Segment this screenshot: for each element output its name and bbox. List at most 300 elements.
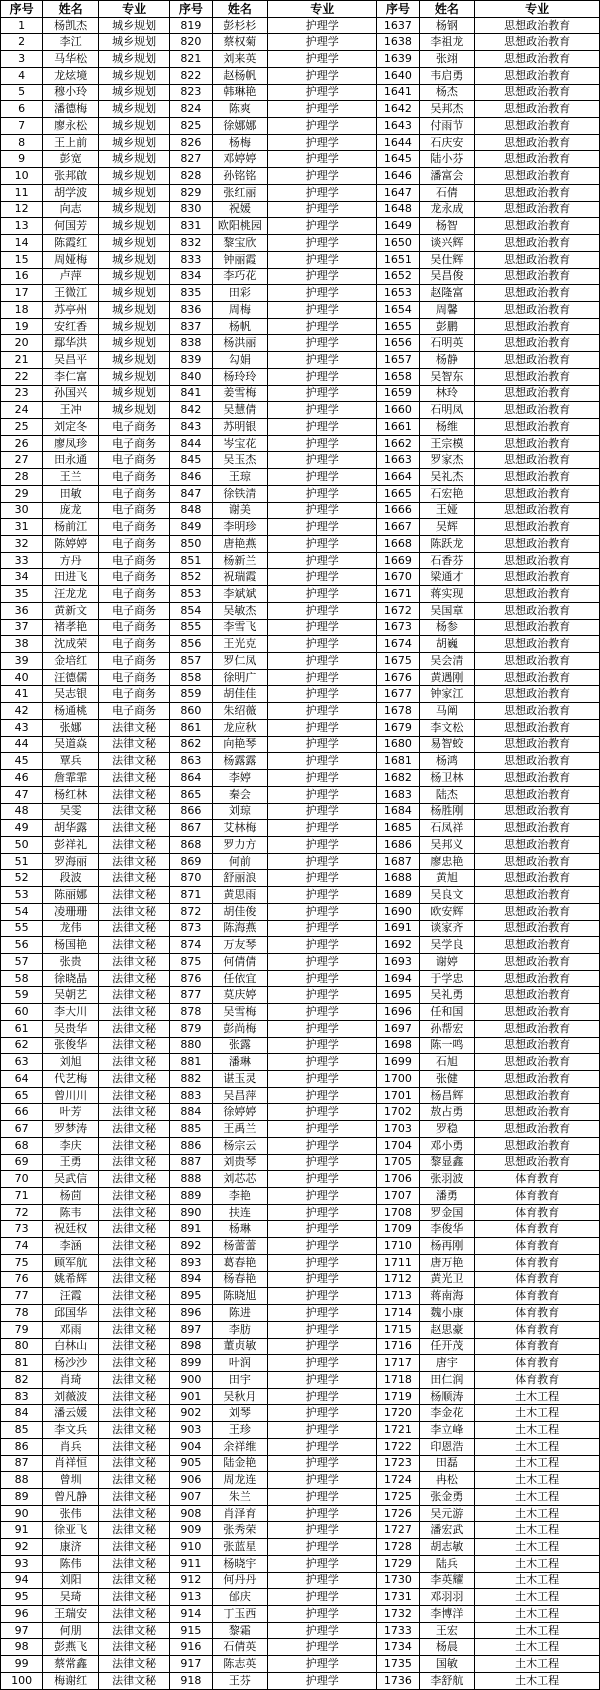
seq-cell: 1719 (377, 1388, 419, 1405)
name-cell: 肖祥恒 (43, 1455, 99, 1472)
name-cell: 康济 (43, 1539, 99, 1556)
major-cell: 法律文秘 (98, 1305, 169, 1322)
table-row (1, 870, 600, 887)
seq-cell: 851 (170, 552, 212, 569)
table-row (1, 201, 600, 218)
table-row (1, 184, 600, 201)
seq-cell: 840 (170, 368, 212, 385)
name-cell: 吴朝艺 (43, 987, 99, 1004)
name-cell: 廖忠艳 (419, 853, 475, 870)
major-cell: 思想政治教育 (475, 101, 600, 118)
major-cell: 思想政治教育 (475, 853, 600, 870)
major-cell: 法律文秘 (98, 1054, 169, 1071)
seq-cell: 887 (170, 1154, 212, 1171)
name-cell: 杨琳 (212, 1221, 268, 1238)
name-cell: 杨沙沙 (43, 1355, 99, 1372)
seq-cell: 903 (170, 1422, 212, 1439)
major-cell: 思想政治教育 (475, 118, 600, 135)
name-cell: 廖凤珍 (43, 435, 99, 452)
table-row (1, 786, 600, 803)
seq-cell: 1671 (377, 586, 419, 603)
major-cell: 护理学 (268, 1622, 377, 1639)
seq-cell: 819 (170, 17, 212, 34)
major-cell: 法律文秘 (98, 1388, 169, 1405)
table-row (1, 569, 600, 586)
major-cell: 思想政治教育 (475, 1020, 600, 1037)
major-cell: 思想政治教育 (475, 653, 600, 670)
seq-cell: 92 (1, 1539, 43, 1556)
name-cell: 吴志银 (43, 686, 99, 703)
seq-cell: 1661 (377, 418, 419, 435)
major-cell: 护理学 (268, 1388, 377, 1405)
seq-cell: 1660 (377, 402, 419, 419)
name-cell: 欧安辉 (419, 903, 475, 920)
table-row (1, 84, 600, 101)
name-cell: 吴秋月 (212, 1388, 268, 1405)
seq-cell: 833 (170, 251, 212, 268)
name-cell: 张秀荣 (212, 1522, 268, 1539)
seq-cell: 824 (170, 101, 212, 118)
name-cell: 张伟 (43, 1505, 99, 1522)
major-cell: 土木工程 (475, 1472, 600, 1489)
major-cell: 思想政治教育 (475, 251, 600, 268)
seq-cell: 904 (170, 1438, 212, 1455)
name-cell: 徐明广 (212, 669, 268, 686)
table-row (1, 352, 600, 369)
seq-cell: 85 (1, 1422, 43, 1439)
name-cell: 陈婷婷 (43, 536, 99, 553)
major-cell: 体育教育 (475, 1321, 600, 1338)
name-cell: 丁玉西 (212, 1606, 268, 1623)
name-cell: 杨静 (419, 352, 475, 369)
name-cell: 朱绍薇 (212, 703, 268, 720)
major-cell: 思想政治教育 (475, 485, 600, 502)
major-cell: 护理学 (268, 1371, 377, 1388)
name-cell: 王娅 (419, 502, 475, 519)
table-row (1, 1188, 600, 1205)
major-cell: 护理学 (268, 1539, 377, 1556)
major-cell: 城乡规划 (98, 335, 169, 352)
name-cell: 吴雪梅 (212, 1004, 268, 1021)
table-row (1, 669, 600, 686)
name-cell: 于学忠 (419, 970, 475, 987)
major-cell: 土木工程 (475, 1388, 600, 1405)
name-cell: 扶连 (212, 1204, 268, 1221)
seq-cell: 1651 (377, 251, 419, 268)
major-cell: 电子商务 (98, 669, 169, 686)
major-cell: 城乡规划 (98, 402, 169, 419)
seq-cell: 13 (1, 218, 43, 235)
name-cell: 杨洪丽 (212, 335, 268, 352)
name-cell: 张露 (212, 1037, 268, 1054)
major-cell: 护理学 (268, 1422, 377, 1439)
major-cell: 法律文秘 (98, 953, 169, 970)
seq-cell: 1653 (377, 285, 419, 302)
major-cell: 护理学 (268, 1071, 377, 1088)
major-cell: 土木工程 (475, 1422, 600, 1439)
seq-cell: 1641 (377, 84, 419, 101)
major-cell: 体育教育 (475, 1271, 600, 1288)
name-cell: 黎显鑫 (419, 1154, 475, 1171)
table-row (1, 1438, 600, 1455)
seq-cell: 1734 (377, 1639, 419, 1656)
name-cell: 段波 (43, 870, 99, 887)
seq-cell: 89 (1, 1488, 43, 1505)
major-cell: 护理学 (268, 385, 377, 402)
seq-cell: 1722 (377, 1438, 419, 1455)
major-cell: 土木工程 (475, 1656, 600, 1673)
name-cell: 陆兵 (419, 1555, 475, 1572)
name-cell: 冉松 (419, 1472, 475, 1489)
seq-cell: 1735 (377, 1656, 419, 1673)
major-cell: 思想政治教育 (475, 1037, 600, 1054)
seq-cell: 30 (1, 502, 43, 519)
table-row (1, 251, 600, 268)
seq-cell: 62 (1, 1037, 43, 1054)
major-cell: 护理学 (268, 920, 377, 937)
seq-cell: 73 (1, 1221, 43, 1238)
table-row (1, 1020, 600, 1037)
major-cell: 护理学 (268, 820, 377, 837)
seq-cell: 830 (170, 201, 212, 218)
seq-cell: 891 (170, 1221, 212, 1238)
table-row (1, 920, 600, 937)
seq-cell: 1681 (377, 753, 419, 770)
major-cell: 护理学 (268, 1188, 377, 1205)
name-cell: 吴仕辉 (419, 251, 475, 268)
table-row (1, 1488, 600, 1505)
name-cell: 杨前江 (43, 519, 99, 536)
major-cell: 思想政治教育 (475, 34, 600, 51)
name-cell: 吴智东 (419, 368, 475, 385)
name-cell: 刘贵琴 (212, 1154, 268, 1171)
table-row (1, 469, 600, 486)
name-cell: 韦启勇 (419, 67, 475, 84)
seq-cell: 1687 (377, 853, 419, 870)
seq-cell: 76 (1, 1271, 43, 1288)
major-cell: 体育教育 (475, 1204, 600, 1221)
name-cell: 付雨节 (419, 118, 475, 135)
name-cell: 黄思雨 (212, 887, 268, 904)
name-cell: 万友琴 (212, 937, 268, 954)
seq-cell: 866 (170, 803, 212, 820)
seq-cell: 1690 (377, 903, 419, 920)
name-cell: 陈爽 (212, 101, 268, 118)
table-row (1, 636, 600, 653)
major-cell: 护理学 (268, 485, 377, 502)
seq-cell: 74 (1, 1238, 43, 1255)
major-cell: 城乡规划 (98, 134, 169, 151)
name-cell: 王勇 (43, 1154, 99, 1171)
name-cell: 杨蕾蕾 (212, 1238, 268, 1255)
major-cell: 护理学 (268, 184, 377, 201)
name-cell: 吴礼勇 (419, 987, 475, 1004)
name-cell: 王冲 (43, 402, 99, 419)
major-cell: 护理学 (268, 1054, 377, 1071)
seq-cell: 1692 (377, 937, 419, 954)
name-cell: 杨晨 (419, 1639, 475, 1656)
major-cell: 土木工程 (475, 1405, 600, 1422)
name-cell: 张翊 (419, 51, 475, 68)
major-cell: 法律文秘 (98, 1338, 169, 1355)
name-cell: 国敏 (419, 1656, 475, 1673)
major-cell: 法律文秘 (98, 1405, 169, 1422)
seq-cell: 79 (1, 1321, 43, 1338)
major-cell: 土木工程 (475, 1555, 600, 1572)
name-cell: 罗金国 (419, 1204, 475, 1221)
name-cell: 张俊华 (43, 1037, 99, 1054)
seq-cell: 1698 (377, 1037, 419, 1054)
major-cell: 思想政治教育 (475, 1104, 600, 1121)
name-cell: 杨通桃 (43, 703, 99, 720)
seq-cell: 28 (1, 469, 43, 486)
name-cell: 石旭 (419, 1054, 475, 1071)
major-cell: 思想政治教育 (475, 352, 600, 369)
major-cell: 思想政治教育 (475, 536, 600, 553)
major-cell: 法律文秘 (98, 1422, 169, 1439)
seq-cell: 898 (170, 1338, 212, 1355)
name-cell: 孙国兴 (43, 385, 99, 402)
table-row (1, 67, 600, 84)
seq-cell: 10 (1, 168, 43, 185)
name-cell: 罗稳 (419, 1121, 475, 1138)
major-cell: 思想政治教育 (475, 218, 600, 235)
header-major-3: 专业 (475, 1, 600, 18)
name-cell: 邓雨 (43, 1321, 99, 1338)
seq-cell: 11 (1, 184, 43, 201)
header-name-1: 姓名 (43, 1, 99, 18)
table-row (1, 719, 600, 736)
seq-cell: 878 (170, 1004, 212, 1021)
name-cell: 何丹丹 (212, 1572, 268, 1589)
seq-cell: 856 (170, 636, 212, 653)
major-cell: 城乡规划 (98, 151, 169, 168)
seq-cell: 820 (170, 34, 212, 51)
seq-cell: 879 (170, 1020, 212, 1037)
seq-cell: 1683 (377, 786, 419, 803)
name-cell: 王禹兰 (212, 1121, 268, 1138)
name-cell: 汪龙龙 (43, 586, 99, 603)
major-cell: 法律文秘 (98, 1104, 169, 1121)
major-cell: 护理学 (268, 1154, 377, 1171)
table-row (1, 1672, 600, 1689)
major-cell: 法律文秘 (98, 1438, 169, 1455)
major-cell: 法律文秘 (98, 1555, 169, 1572)
seq-cell: 1689 (377, 887, 419, 904)
name-cell: 曾川川 (43, 1087, 99, 1104)
seq-cell: 895 (170, 1288, 212, 1305)
major-cell: 土木工程 (475, 1522, 600, 1539)
table-row (1, 836, 600, 853)
name-cell: 王光克 (212, 636, 268, 653)
seq-cell: 54 (1, 903, 43, 920)
name-cell: 王瑞安 (43, 1606, 99, 1623)
major-cell: 护理学 (268, 519, 377, 536)
seq-cell: 1731 (377, 1589, 419, 1606)
seq-cell: 1666 (377, 502, 419, 519)
seq-cell: 44 (1, 736, 43, 753)
major-cell: 护理学 (268, 870, 377, 887)
name-cell: 穆小玲 (43, 84, 99, 101)
name-cell: 褚孝艳 (43, 619, 99, 636)
name-cell: 陈霞红 (43, 235, 99, 252)
seq-cell: 1703 (377, 1121, 419, 1138)
seq-cell: 1676 (377, 669, 419, 686)
major-cell: 城乡规划 (98, 168, 169, 185)
major-cell: 思想政治教育 (475, 84, 600, 101)
major-cell: 护理学 (268, 937, 377, 954)
name-cell: 勾娟 (212, 352, 268, 369)
major-cell: 城乡规划 (98, 84, 169, 101)
major-cell: 思想政治教育 (475, 502, 600, 519)
seq-cell: 99 (1, 1656, 43, 1673)
name-cell: 任开茂 (419, 1338, 475, 1355)
name-cell: 吴国章 (419, 602, 475, 619)
major-cell: 思想政治教育 (475, 920, 600, 937)
seq-cell: 1733 (377, 1622, 419, 1639)
seq-cell: 43 (1, 719, 43, 736)
table-row (1, 1305, 600, 1322)
major-cell: 思想政治教育 (475, 301, 600, 318)
major-cell: 护理学 (268, 1104, 377, 1121)
name-cell: 李巧花 (212, 268, 268, 285)
seq-cell: 865 (170, 786, 212, 803)
major-cell: 电子商务 (98, 636, 169, 653)
name-cell: 何倩倩 (212, 953, 268, 970)
name-cell: 田永通 (43, 452, 99, 469)
major-cell: 思想政治教育 (475, 786, 600, 803)
major-cell: 护理学 (268, 1405, 377, 1422)
major-cell: 电子商务 (98, 686, 169, 703)
seq-cell: 1721 (377, 1422, 419, 1439)
header-row (1, 1, 600, 18)
seq-cell: 1644 (377, 134, 419, 151)
major-cell: 护理学 (268, 134, 377, 151)
seq-cell: 1658 (377, 368, 419, 385)
table-row (1, 1388, 600, 1405)
seq-cell: 870 (170, 870, 212, 887)
major-cell: 思想政治教育 (475, 368, 600, 385)
major-cell: 思想政治教育 (475, 987, 600, 1004)
name-cell: 彭宽 (43, 151, 99, 168)
name-cell: 艾林梅 (212, 820, 268, 837)
major-cell: 法律文秘 (98, 887, 169, 904)
name-cell: 陈跃龙 (419, 536, 475, 553)
seq-cell: 826 (170, 134, 212, 151)
major-cell: 电子商务 (98, 452, 169, 469)
seq-cell: 1691 (377, 920, 419, 937)
name-cell: 陆杰 (419, 786, 475, 803)
major-cell: 法律文秘 (98, 1288, 169, 1305)
table-row (1, 853, 600, 870)
seq-cell: 1704 (377, 1137, 419, 1154)
major-cell: 护理学 (268, 352, 377, 369)
name-cell: 何国芳 (43, 218, 99, 235)
name-cell: 周馨 (419, 301, 475, 318)
major-cell: 护理学 (268, 1121, 377, 1138)
seq-cell: 45 (1, 753, 43, 770)
seq-cell: 64 (1, 1071, 43, 1088)
major-cell: 土木工程 (475, 1589, 600, 1606)
major-cell: 法律文秘 (98, 1204, 169, 1221)
seq-cell: 77 (1, 1288, 43, 1305)
major-cell: 思想政治教育 (475, 552, 600, 569)
name-cell: 李仁富 (43, 368, 99, 385)
major-cell: 城乡规划 (98, 101, 169, 118)
major-cell: 法律文秘 (98, 937, 169, 954)
seq-cell: 873 (170, 920, 212, 937)
major-cell: 思想政治教育 (475, 385, 600, 402)
name-cell: 杨昌辉 (419, 1087, 475, 1104)
major-cell: 护理学 (268, 1004, 377, 1021)
name-cell: 庞龙 (43, 502, 99, 519)
name-cell: 李舒航 (419, 1672, 475, 1689)
seq-cell: 1726 (377, 1505, 419, 1522)
seq-cell: 1729 (377, 1555, 419, 1572)
major-cell: 思想政治教育 (475, 820, 600, 837)
seq-cell: 1665 (377, 485, 419, 502)
name-cell: 吴辉 (419, 519, 475, 536)
major-cell: 城乡规划 (98, 235, 169, 252)
seq-cell: 897 (170, 1321, 212, 1338)
name-cell: 李英耀 (419, 1572, 475, 1589)
seq-cell: 55 (1, 920, 43, 937)
seq-cell: 889 (170, 1188, 212, 1205)
major-cell: 法律文秘 (98, 1455, 169, 1472)
major-cell: 护理学 (268, 552, 377, 569)
seq-cell: 860 (170, 703, 212, 720)
seq-cell: 910 (170, 1539, 212, 1556)
seq-cell: 1709 (377, 1221, 419, 1238)
seq-cell: 871 (170, 887, 212, 904)
seq-cell: 9 (1, 151, 43, 168)
major-cell: 法律文秘 (98, 1154, 169, 1171)
major-cell: 体育教育 (475, 1305, 600, 1322)
name-cell: 汪霞 (43, 1288, 99, 1305)
seq-cell: 50 (1, 836, 43, 853)
name-cell: 王宏 (419, 1622, 475, 1639)
major-cell: 土木工程 (475, 1539, 600, 1556)
name-cell: 曾圳 (43, 1472, 99, 1489)
name-cell: 黄新文 (43, 602, 99, 619)
table-row (1, 970, 600, 987)
seq-cell: 1672 (377, 602, 419, 619)
seq-cell: 883 (170, 1087, 212, 1104)
seq-cell: 24 (1, 402, 43, 419)
major-cell: 城乡规划 (98, 118, 169, 135)
major-cell: 护理学 (268, 285, 377, 302)
name-cell: 邓婷婷 (212, 151, 268, 168)
seq-cell: 916 (170, 1639, 212, 1656)
major-cell: 护理学 (268, 619, 377, 636)
name-cell: 李雪飞 (212, 619, 268, 636)
major-cell: 护理学 (268, 1505, 377, 1522)
major-cell: 法律文秘 (98, 1472, 169, 1489)
name-cell: 蔡常鑫 (43, 1656, 99, 1673)
seq-cell: 1680 (377, 736, 419, 753)
major-cell: 思想政治教育 (475, 1121, 600, 1138)
major-cell: 思想政治教育 (475, 335, 600, 352)
name-cell: 吴武信 (43, 1171, 99, 1188)
seq-cell: 1678 (377, 703, 419, 720)
seq-cell: 908 (170, 1505, 212, 1522)
seq-cell: 95 (1, 1589, 43, 1606)
major-cell: 护理学 (268, 1087, 377, 1104)
seq-cell: 872 (170, 903, 212, 920)
major-cell: 电子商务 (98, 418, 169, 435)
name-cell: 吴敏杰 (212, 602, 268, 619)
major-cell: 护理学 (268, 335, 377, 352)
